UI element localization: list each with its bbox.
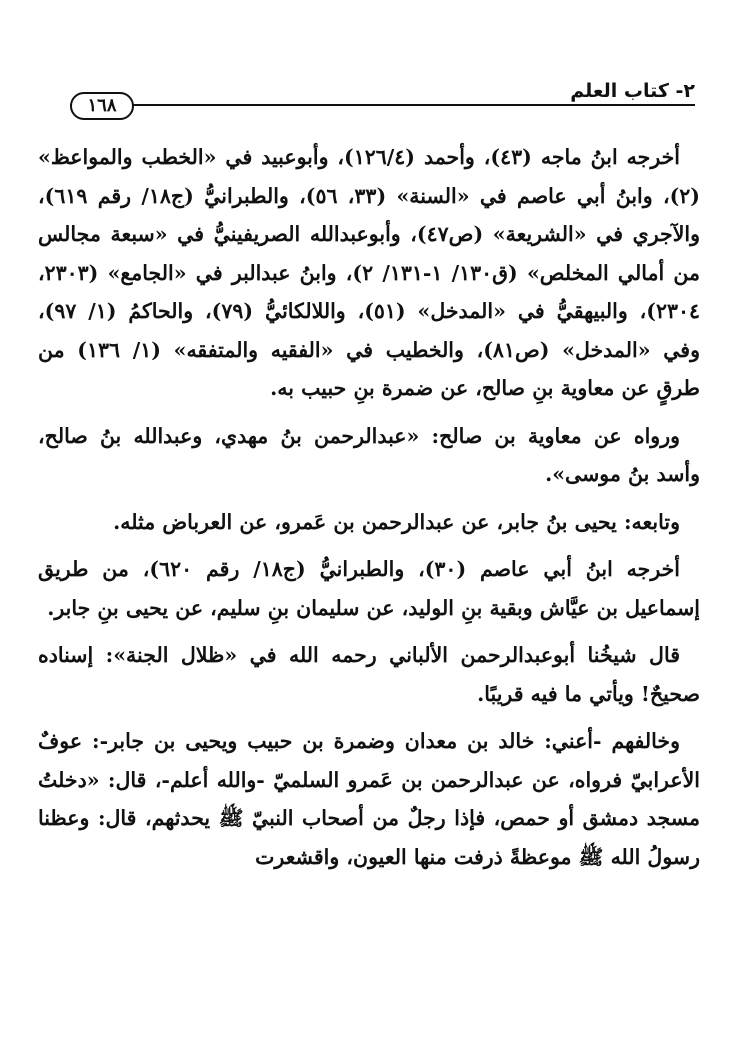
chapter-title: ٢- كتاب العلم: [570, 80, 695, 102]
paragraph-takhrij-2: أخرجه ابنُ أبي عاصم (٣٠)، والطبرانيُّ (ج١٨/ رقم ٦٢٠)، من طريق إسماعيل بن عيَّاش وبقية بنِ الوليد، عن سليمان بنِ سليم، عن يحيى بنِ جابر.: [38, 557, 700, 620]
paragraph-tabaahu: وتابعه: يحيى بنُ جابر، عن عبدالرحمن بن عَمرو، عن العرباض مثله.: [113, 509, 680, 534]
paragraph-khalafahum: وخالفهم -أعني: خالد بن معدان وضمرة بن حبيب ويحيى بن جابر-: عوفٌ الأعرابيّ فرواه، عن عبدالرحمن بن عَمرو السلميّ -والله أعلم-، قال: «دخلتُ مسجد دمشق أو حمص، فإذا رجلٌ من أصحاب النبيّ ﷺ يحدثهم، قال: وعظنا رسولُ الله ﷺ موعظةً ذرفت منها العيون، واقشعرت: [38, 729, 700, 869]
page-body: [38, 138, 700, 885]
header-rule: [70, 104, 695, 106]
paragraph-takhrij-1: أخرجه ابنُ ماجه (٤٣)، وأحمد (١٢٦/٤)، وأبوعبيد في «الخطب والمواعظ» (٢)، وابنُ أبي عاصم في «السنة» (٣٣، ٥٦)، والطبرانيُّ (ج١٨/ رقم ٦١٩)، والآجري في «الشريعة» (ص٤٧)، وأبوعبدالله الصريفينيُّ في «سبعة مجالس من أمالي المخلص» (ق١٣٠/ ١-١٣١/ ٢)، وابنُ عبدالبر في «الجامع» (٢٣٠٣، ٢٣٠٤)، والبيهقيُّ في «المدخل» (٥١)، واللالكائيُّ (٧٩)، والحاكمُ (١/ ٩٧)، وفي «المدخل» (ص٨١)، والخطيب في «الفقيه والمتفقه» (١/ ١٣٦) من طرقٍ عن معاوية بنِ صالح، عن ضمرة بنِ حبيب به.: [38, 145, 701, 400]
page-header: [70, 70, 695, 120]
page-number: ١٦٨: [70, 92, 134, 120]
paragraph-rawahu: ورواه عن معاوية بن صالح: «عبدالرحمن بنُ مهدي، وعبدالله بنُ صالح، وأسد بنُ موسى».: [38, 423, 700, 486]
paragraph-albani: قال شيخُنا أبوعبدالرحمن الألباني رحمه الله في «ظلال الجنة»: إسناده صحيحٌ! ويأتي ما فيه قريبًا.: [38, 643, 700, 706]
